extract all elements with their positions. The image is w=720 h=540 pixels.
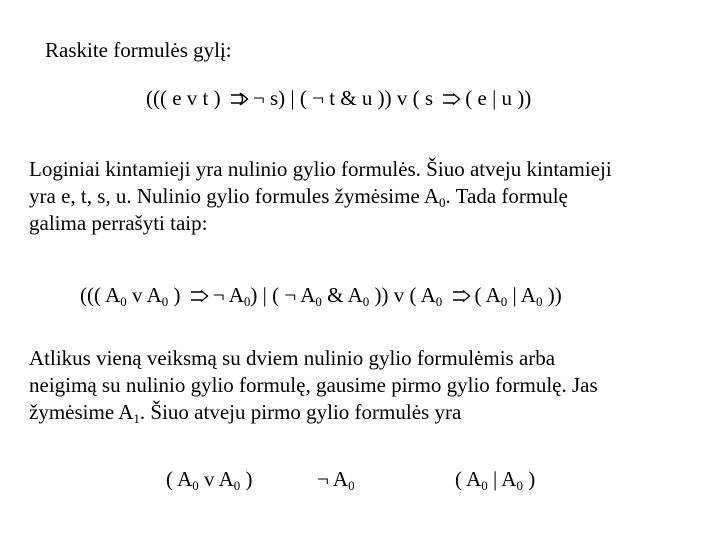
paragraph-first-depth xyxy=(29,345,709,426)
implication-icon xyxy=(442,92,461,106)
para2-line1: Atlikus vieną veiksmą su dviem nulinio gylio formulėmis arba xyxy=(29,346,556,370)
example-text: ( A xyxy=(166,467,193,491)
formula2-text: | A xyxy=(507,283,536,307)
subscript: 0 xyxy=(120,294,127,309)
implication-icon xyxy=(190,289,209,303)
example-sheffer xyxy=(455,467,535,491)
example-text: ( A xyxy=(455,467,482,491)
subscript: 0 xyxy=(348,478,355,493)
subscript: 0 xyxy=(500,294,508,309)
implication-icon xyxy=(230,92,249,106)
formula1-part3: ( e | u )) xyxy=(465,86,532,110)
subscript: 0 xyxy=(362,294,370,309)
formula-original xyxy=(146,86,531,110)
formula2-text: v A xyxy=(126,283,162,307)
para1-line3: galima perrašyti taip: xyxy=(29,211,208,235)
formula2-text: )) xyxy=(542,283,562,307)
subscript: 0 xyxy=(435,294,443,309)
formula2-text: ¬ A xyxy=(212,283,244,307)
subscript: 0 xyxy=(535,294,543,309)
subscript: 0 xyxy=(161,294,169,309)
implication-icon xyxy=(452,289,471,303)
subscript: 0 xyxy=(233,478,241,493)
formula2-text: ) | ( ¬ A xyxy=(250,283,316,307)
subscript: 0 xyxy=(439,195,446,210)
para1-line1: Loginiai kintamieji yra nulinio gylio formulės. Šiuo atveju kintamieji xyxy=(29,157,612,181)
formula2-text: ) xyxy=(168,283,186,307)
para2-line3 xyxy=(29,399,709,426)
subscript: 0 xyxy=(243,294,251,309)
formula-rewritten xyxy=(80,283,562,307)
example-text: ) xyxy=(240,467,253,491)
subscript: 0 xyxy=(516,478,523,493)
heading xyxy=(45,38,232,62)
example-text: v A xyxy=(198,467,234,491)
paragraph-variables xyxy=(29,156,709,237)
para2-line2: neigimą su nulinio gylio formulę, gausime pirmo gylio formulę. Jas xyxy=(29,373,598,397)
subscript: 0 xyxy=(481,478,488,493)
formula2-text: )) v ( A xyxy=(369,283,436,307)
example-text: | A xyxy=(487,467,517,491)
subscript: 0 xyxy=(315,294,322,309)
para2-line3-text: žymėsime A xyxy=(29,400,134,424)
example-disjunction xyxy=(166,467,253,491)
subscript: 1 xyxy=(133,411,140,426)
formula2-text xyxy=(442,283,447,307)
formula2-text: & A xyxy=(321,283,363,307)
subscript: 0 xyxy=(192,478,199,493)
formula1-part2: ¬ s) | ( ¬ t & u )) v ( s xyxy=(252,86,439,110)
para1-line2-text: yra e, t, s, u. Nulinio gylio formules žymėsime A xyxy=(29,184,440,208)
para1-line2-tail: . Tada formulę xyxy=(445,184,568,208)
example-text: ¬ A xyxy=(317,467,349,491)
para1-line2 xyxy=(29,183,709,210)
example-negation xyxy=(317,467,355,491)
formula1-part1: ((( e v t ) xyxy=(146,86,226,110)
para2-line3-tail: . Šiuo atveju pirmo gylio formulės yra xyxy=(139,400,462,424)
formula2-text: ( A xyxy=(474,283,501,307)
formula2-text: ((( A xyxy=(80,283,121,307)
example-text: ) xyxy=(522,467,536,491)
heading-text: Raskite formulės gylį: xyxy=(45,38,232,62)
